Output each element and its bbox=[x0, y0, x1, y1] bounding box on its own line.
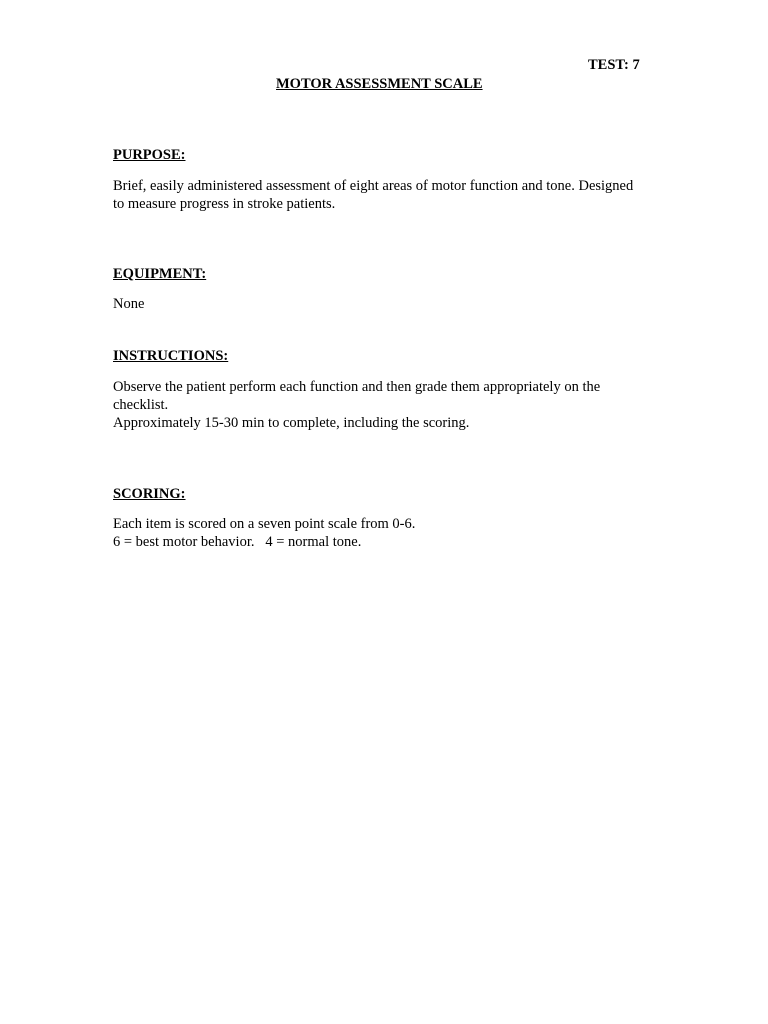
equipment-text: None bbox=[113, 296, 145, 312]
instructions-text-line-1: Observe the patient perform each function and then grade them appropriately on the bbox=[113, 379, 601, 395]
purpose-text-line-2: to measure progress in stroke patients. bbox=[113, 196, 336, 212]
document-title: MOTOR ASSESSMENT SCALE bbox=[276, 76, 483, 92]
instructions-text-line-3: Approximately 15-30 min to complete, including the scoring. bbox=[113, 415, 470, 431]
instructions-heading: INSTRUCTIONS: bbox=[113, 348, 229, 364]
scoring-heading: SCORING: bbox=[113, 486, 186, 502]
scoring-text-line-2: 6 = best motor behavior. 4 = normal tone. bbox=[113, 534, 362, 550]
instructions-text-line-2: checklist. bbox=[113, 397, 169, 413]
test-number-label: TEST: 7 bbox=[588, 57, 640, 73]
scoring-text-line-1: Each item is scored on a seven point scale from 0-6. bbox=[113, 516, 416, 532]
equipment-heading: EQUIPMENT: bbox=[113, 266, 207, 282]
purpose-heading: PURPOSE: bbox=[113, 147, 186, 163]
purpose-text-line-1: Brief, easily administered assessment of eight areas of motor function and tone. Designed bbox=[113, 178, 634, 194]
